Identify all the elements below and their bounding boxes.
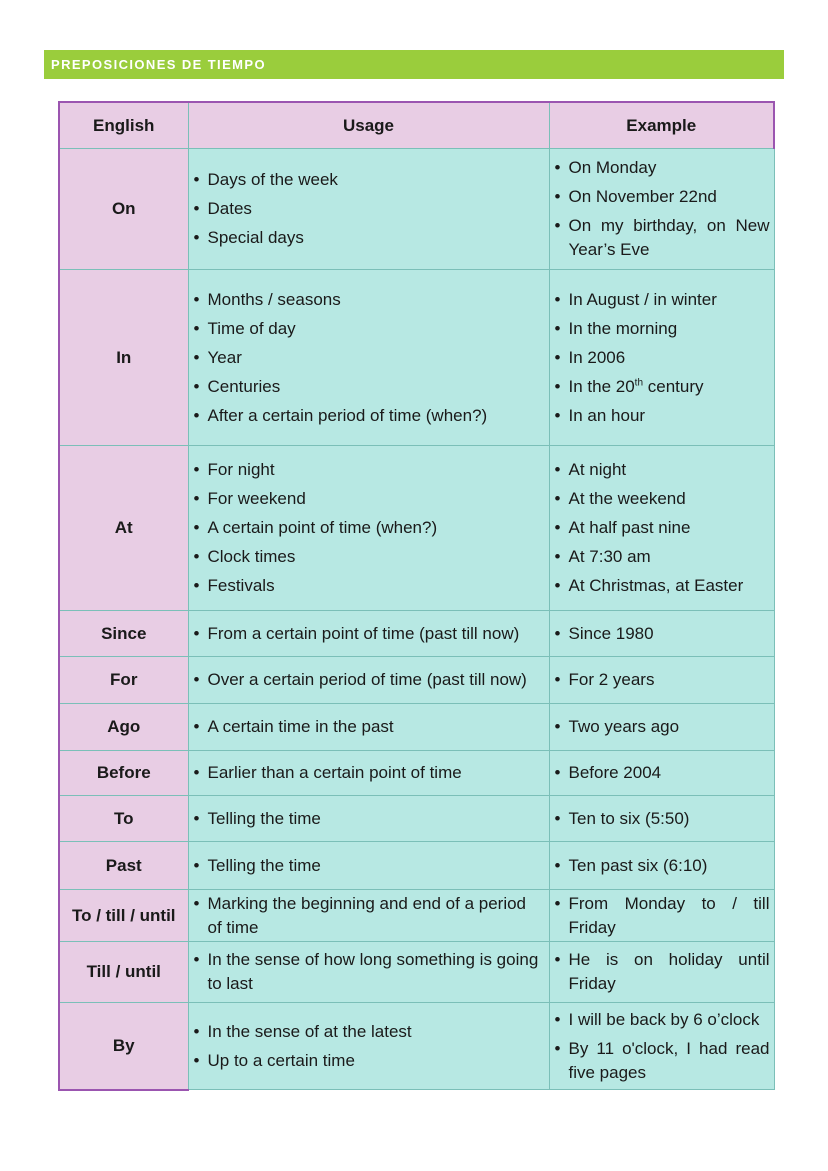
example-list: [555, 892, 770, 940]
example-cell: [549, 842, 774, 890]
table-row: [59, 751, 774, 796]
table-row: [59, 704, 774, 751]
example-item: • Two years ago: [555, 715, 770, 739]
example-list: [555, 622, 770, 646]
usage-cell: [188, 657, 549, 704]
usage-item: • Clock times: [194, 545, 545, 569]
example-list: [555, 854, 770, 878]
preposition-cell: For: [59, 657, 188, 704]
usage-list: [194, 892, 545, 940]
example-item: • At 7:30 am: [555, 545, 770, 569]
example-cell: [549, 796, 774, 842]
example-item: • On Monday: [555, 156, 770, 180]
example-item: • Ten to six (5:50): [555, 807, 770, 831]
usage-list: [194, 761, 545, 785]
example-item: • At the weekend: [555, 487, 770, 511]
example-item: • He is on holiday until Friday: [555, 948, 770, 996]
preposition-cell: Ago: [59, 704, 188, 751]
usage-item: • Festivals: [194, 574, 545, 598]
preposition-cell: To: [59, 796, 188, 842]
usage-list: [194, 458, 545, 598]
example-cell: [549, 1003, 774, 1090]
usage-list: [194, 807, 545, 831]
example-item: • By 11 o'clock, I had read five pages: [555, 1037, 770, 1085]
usage-item: • In the sense of at the latest: [194, 1020, 545, 1044]
example-item: • On November 22nd: [555, 185, 770, 209]
example-cell: [549, 446, 774, 611]
example-item: • In 2006: [555, 346, 770, 370]
example-list: [555, 288, 770, 428]
example-item: • In the 20th century: [555, 375, 770, 399]
example-item: • At night: [555, 458, 770, 482]
example-list: [555, 761, 770, 785]
example-item: • For 2 years: [555, 668, 770, 692]
table-row: [59, 942, 774, 1003]
usage-item: • Telling the time: [194, 807, 545, 831]
usage-item: • A certain time in the past: [194, 715, 545, 739]
usage-list: [194, 288, 545, 428]
example-list: [555, 1008, 770, 1085]
usage-cell: [188, 751, 549, 796]
section-title: PREPOSICIONES DE TIEMPO: [51, 57, 266, 72]
example-cell: [549, 270, 774, 446]
example-cell: [549, 657, 774, 704]
table-row: [59, 270, 774, 446]
example-cell: [549, 751, 774, 796]
example-cell: [549, 149, 774, 270]
usage-list: [194, 168, 545, 250]
usage-item: • Time of day: [194, 317, 545, 341]
usage-cell: [188, 704, 549, 751]
usage-cell: [188, 446, 549, 611]
example-item: • Before 2004: [555, 761, 770, 785]
table-row: [59, 611, 774, 657]
header-usage: Usage: [188, 102, 549, 149]
usage-item: • Marking the beginning and end of a period of time: [194, 892, 545, 940]
usage-item: • A certain point of time (when?): [194, 516, 545, 540]
preposition-cell: To / till / until: [59, 890, 188, 942]
usage-item: • After a certain period of time (when?): [194, 404, 545, 428]
usage-list: [194, 948, 545, 996]
usage-list: [194, 668, 545, 692]
usage-item: • Over a certain period of time (past till now): [194, 668, 545, 692]
preposition-cell: In: [59, 270, 188, 446]
usage-item: • Days of the week: [194, 168, 545, 192]
usage-cell: [188, 842, 549, 890]
usage-item: • Centuries: [194, 375, 545, 399]
usage-item: • From a certain point of time (past till now): [194, 622, 545, 646]
usage-cell: [188, 270, 549, 446]
example-item: • At half past nine: [555, 516, 770, 540]
preposition-cell: Since: [59, 611, 188, 657]
table-row: [59, 1003, 774, 1090]
prepositions-table: [58, 101, 775, 1091]
table-row: [59, 796, 774, 842]
usage-item: • Months / seasons: [194, 288, 545, 312]
usage-item: • Up to a certain time: [194, 1049, 545, 1073]
section-banner: [44, 50, 784, 79]
example-item: • In the morning: [555, 317, 770, 341]
example-item: • In an hour: [555, 404, 770, 428]
usage-list: [194, 622, 545, 646]
example-item: • From Monday to / till Friday: [555, 892, 770, 940]
usage-list: [194, 854, 545, 878]
example-list: [555, 156, 770, 262]
preposition-cell: Past: [59, 842, 188, 890]
usage-item: • For night: [194, 458, 545, 482]
usage-item: • Special days: [194, 226, 545, 250]
example-cell: [549, 890, 774, 942]
usage-cell: [188, 149, 549, 270]
preposition-cell: Before: [59, 751, 188, 796]
example-list: [555, 948, 770, 996]
table-row: [59, 842, 774, 890]
preposition-cell: Till / until: [59, 942, 188, 1003]
example-item: • On my birthday, on New Year’s Eve: [555, 214, 770, 262]
example-list: [555, 458, 770, 598]
usage-cell: [188, 611, 549, 657]
header-english: English: [59, 102, 188, 149]
preposition-cell: On: [59, 149, 188, 270]
example-item: • At Christmas, at Easter: [555, 574, 770, 598]
example-list: [555, 715, 770, 739]
usage-list: [194, 715, 545, 739]
example-cell: [549, 704, 774, 751]
usage-cell: [188, 1003, 549, 1090]
table-row: [59, 657, 774, 704]
table-row: [59, 446, 774, 611]
usage-cell: [188, 942, 549, 1003]
header-row: [59, 102, 774, 149]
example-item: • Ten past six (6:10): [555, 854, 770, 878]
usage-cell: [188, 890, 549, 942]
usage-item: • In the sense of how long something is going to last: [194, 948, 545, 996]
example-item: • I will be back by 6 o’clock: [555, 1008, 770, 1032]
ordinal-suffix: th: [634, 376, 644, 388]
usage-item: • Year: [194, 346, 545, 370]
example-cell: [549, 611, 774, 657]
header-example: Example: [549, 102, 774, 149]
preposition-cell: At: [59, 446, 188, 611]
example-item: • Since 1980: [555, 622, 770, 646]
usage-item: • Dates: [194, 197, 545, 221]
example-list: [555, 668, 770, 692]
usage-item: • For weekend: [194, 487, 545, 511]
example-item: • In August / in winter: [555, 288, 770, 312]
usage-cell: [188, 796, 549, 842]
preposition-cell: By: [59, 1003, 188, 1090]
table-row: [59, 149, 774, 270]
usage-item: • Telling the time: [194, 854, 545, 878]
example-list: [555, 807, 770, 831]
table-row: [59, 890, 774, 942]
example-cell: [549, 942, 774, 1003]
usage-item: • Earlier than a certain point of time: [194, 761, 545, 785]
usage-list: [194, 1020, 545, 1073]
